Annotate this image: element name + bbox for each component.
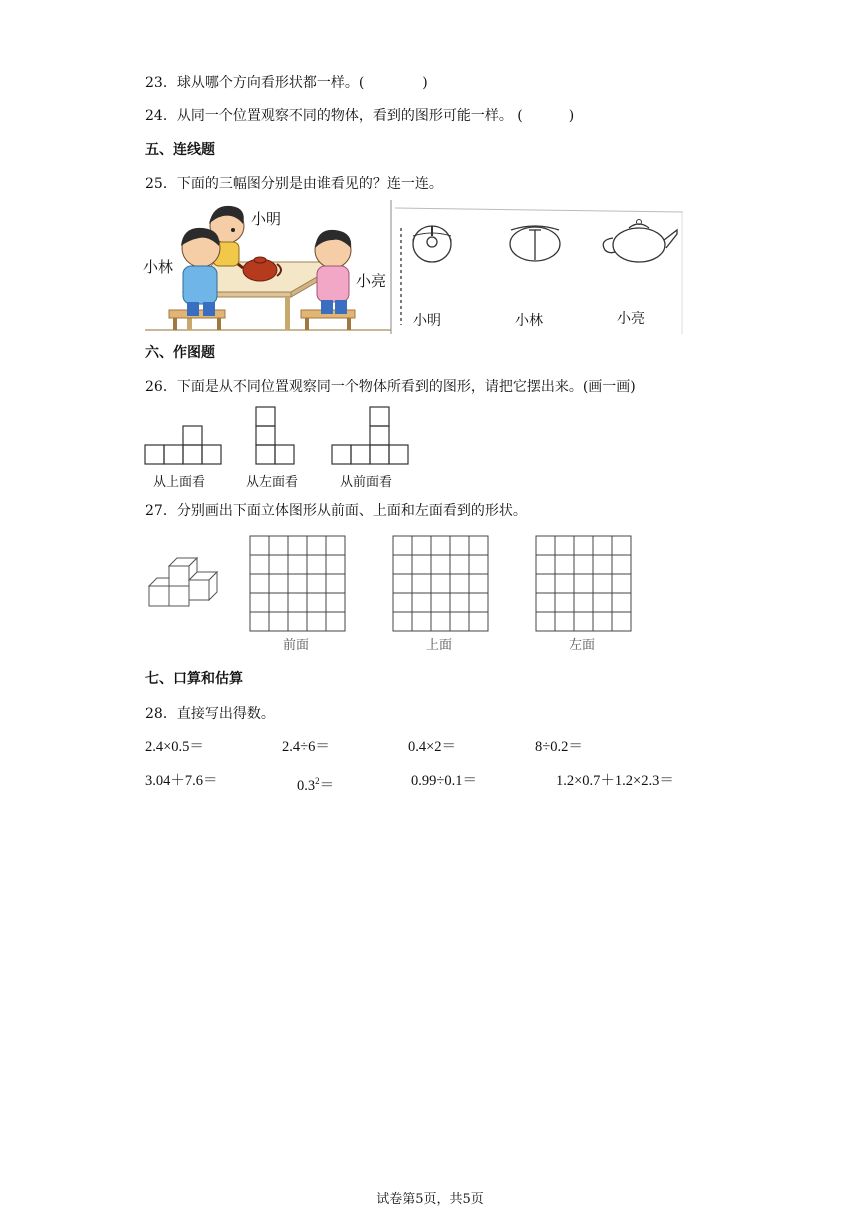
view-label-1: 小明	[413, 313, 441, 329]
calc-1: 2.4×0.5＝	[145, 739, 204, 755]
question-23-close: )	[422, 75, 428, 91]
question-27: 27．分别画出下面立体图形从前面、上面和左面看到的形状。	[145, 503, 527, 519]
label-xiaoming: 小明	[251, 210, 282, 228]
view-label-2: 小林	[515, 313, 543, 329]
calc-6	[297, 772, 334, 795]
label-xiaoliang: 小亮	[356, 272, 387, 290]
page-footer: 试卷第5页，共5页	[376, 1192, 484, 1207]
grid-left[interactable]	[536, 536, 631, 631]
section-heading-7: 七、口算和估算	[145, 671, 243, 687]
question-25: 25．下面的三幅图分别是由谁看见的？连一连。	[145, 176, 443, 192]
question-26: 26．下面是从不同位置观察同一个物体所看到的图形，请把它摆出来。(画一画)	[145, 379, 636, 395]
grid-top[interactable]	[393, 536, 488, 631]
calc-3: 0.4×2＝	[408, 739, 457, 755]
view-label-3: 小亮	[617, 311, 645, 327]
q25-figure	[143, 200, 683, 334]
question-28: 28．直接写出得数。	[145, 706, 275, 722]
view-from-top-shape	[145, 426, 221, 464]
section-heading-6: 六、作图题	[145, 345, 215, 361]
caption-from-top: 从上面看	[153, 475, 206, 490]
view-from-left-shape	[256, 407, 294, 464]
q27-figure	[140, 528, 640, 656]
label-xiaolin: 小林	[143, 258, 174, 276]
q25-scene	[143, 206, 391, 330]
caption-from-front: 从前面看	[340, 475, 393, 490]
calc-2: 2.4÷6＝	[282, 739, 330, 755]
teapot-side-view	[603, 220, 677, 263]
calc-6-exponent: 2	[315, 776, 320, 786]
view-from-front-shape	[332, 407, 408, 464]
section-heading-5: 五、连线题	[145, 142, 215, 158]
grid-caption-top: 上面	[426, 638, 453, 653]
question-24-close: )	[568, 108, 575, 124]
question-24	[145, 107, 574, 125]
grid-caption-left: 左面	[569, 638, 596, 653]
question-24-text: 24．从同一个位置观察不同的物体，看到的图形可能一样。 (	[145, 108, 523, 124]
calc-4: 8÷0.2＝	[535, 739, 583, 755]
q26-figure	[140, 400, 420, 492]
calc-6-equals: ＝	[319, 777, 335, 794]
grid-caption-front: 前面	[283, 638, 310, 653]
caption-from-left: 从左面看	[246, 475, 299, 490]
question-23	[145, 74, 428, 92]
question-23-text: 23．球从哪个方向看形状都一样。(	[145, 75, 365, 91]
grid-front[interactable]	[250, 536, 345, 631]
teapot-top-view	[413, 226, 451, 262]
teapot-back-view	[510, 226, 560, 261]
calc-7: 0.99÷0.1＝	[411, 773, 477, 789]
calc-8: 1.2×0.7＋1.2×2.3＝	[556, 773, 674, 789]
calc-5: 3.04＋7.6＝	[145, 773, 218, 789]
calc-6-base: 0.3	[297, 777, 316, 794]
cube-solid	[149, 558, 217, 606]
